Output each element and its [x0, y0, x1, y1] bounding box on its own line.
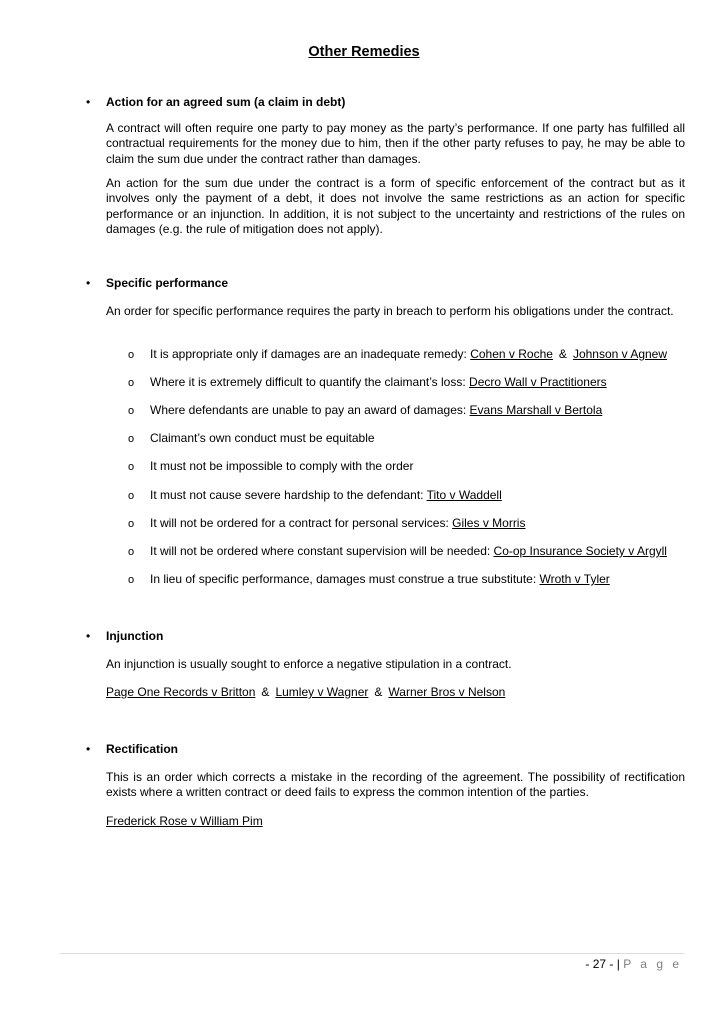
injunction-cases — [106, 685, 685, 700]
agreed-sum-paragraph-2: An action for the sum due under the contract is a form of specific enforcement of the contract but as it involves only the payment of a debt, it does not involve the same restrictions as an action for specific performance or an injunction. In addition, it is not subject to the uncertainty and restrictions of the rules on damages (e.g. the rule of mitigation does not apply). — [106, 176, 685, 237]
section-heading-rectification: Rectification — [106, 742, 179, 756]
case-link-warner-bros[interactable]: Warner Bros v Nelson — [388, 685, 506, 699]
injunction-paragraph: An injunction is usually sought to enforce a negative stipulation in a contract. — [106, 657, 512, 671]
list-item-text: In lieu of specific performance, damages must construe a true substitute: — [150, 572, 540, 586]
circle-bullet-icon: o — [128, 377, 135, 389]
list-item-text: Claimant’s own conduct must be equitable — [150, 431, 375, 445]
list-item — [128, 431, 375, 447]
circle-bullet-icon: o — [128, 405, 135, 417]
section-heading-specific-performance: Specific performance — [106, 276, 229, 290]
list-item-text: Where defendants are unable to pay an award of damages: — [150, 403, 470, 417]
list-item — [128, 347, 667, 363]
list-item-text: It must not be impossible to comply with the order — [150, 459, 414, 473]
circle-bullet-icon: o — [128, 349, 135, 361]
circle-bullet-icon: o — [128, 546, 135, 558]
case-link-co-op-insurance[interactable]: Co-op Insurance Society v Argyll — [493, 544, 667, 558]
section-heading-injunction: Injunction — [106, 629, 164, 643]
list-item — [128, 488, 502, 504]
ampersand: & — [261, 685, 270, 699]
circle-bullet-icon: o — [128, 490, 135, 502]
page-number: - 27 - | — [585, 957, 620, 971]
case-link-cohen-v-roche[interactable]: Cohen v Roche — [470, 347, 553, 361]
circle-bullet-icon: o — [128, 461, 135, 473]
list-item-text: It must not cause severe hardship to the defendant: — [150, 488, 427, 502]
list-item — [128, 516, 525, 532]
list-item-text: Where it is extremely difficult to quantify the claimant’s loss: — [150, 375, 470, 389]
page-footer — [585, 957, 682, 972]
agreed-sum-paragraph-1: A contract will often require one party to pay money as the party’s performance. If one party has fulfilled all contractual requirements for the money due to him, then if the other party refuses to pay, he may be able to claim the sum due under the contract rather than damages. — [106, 121, 685, 166]
section-heading-agreed-sum: Action for an agreed sum (a claim in debt) — [106, 95, 346, 109]
bullet-icon: • — [86, 276, 91, 290]
list-item — [128, 572, 610, 588]
case-link-tito-v-waddell[interactable]: Tito v Waddell — [426, 488, 502, 502]
specific-performance-intro: An order for specific performance requires the party in breach to perform his obligations under the contract. — [106, 304, 674, 318]
rectification-paragraph: This is an order which corrects a mistake in the recording of the agreement. The possibility of rectification exists where a written contract or deed fails to express the common intention of the parties. — [106, 770, 685, 800]
case-link-frederick-rose[interactable]: Frederick Rose v William Pim — [106, 814, 263, 828]
list-item — [128, 544, 667, 560]
circle-bullet-icon: o — [128, 433, 135, 445]
circle-bullet-icon: o — [128, 518, 135, 530]
case-link-johnson-v-agnew[interactable]: Johnson v Agnew — [572, 347, 668, 361]
list-item-text: It will not be ordered where constant supervision will be needed: — [150, 544, 494, 558]
bullet-icon: • — [86, 629, 91, 643]
case-link-lumley-v-wagner[interactable]: Lumley v Wagner — [275, 685, 369, 699]
list-item — [128, 459, 413, 475]
list-item — [128, 375, 607, 391]
case-link-giles-v-morris[interactable]: Giles v Morris — [452, 516, 526, 530]
list-item — [128, 403, 602, 419]
ampersand: & — [374, 685, 383, 699]
footer-divider — [60, 953, 684, 954]
case-link-decro-wall[interactable]: Decro Wall v Practitioners — [469, 375, 607, 389]
ampersand: & — [558, 347, 567, 361]
bullet-icon: • — [86, 95, 91, 109]
page-title: Other Remedies — [308, 44, 420, 60]
bullet-icon: • — [86, 742, 91, 756]
case-link-page-one-records[interactable]: Page One Records v Britton — [106, 685, 256, 699]
circle-bullet-icon: o — [128, 574, 135, 586]
list-item-text: It is appropriate only if damages are an inadequate remedy: — [150, 347, 471, 361]
rectification-cases — [106, 814, 685, 829]
page-label: P a g e — [623, 957, 682, 971]
list-item-text: It will not be ordered for a contract for personal services: — [150, 516, 453, 530]
case-link-wroth-v-tyler[interactable]: Wroth v Tyler — [539, 572, 610, 586]
case-link-evans-marshall[interactable]: Evans Marshall v Bertola — [469, 403, 603, 417]
